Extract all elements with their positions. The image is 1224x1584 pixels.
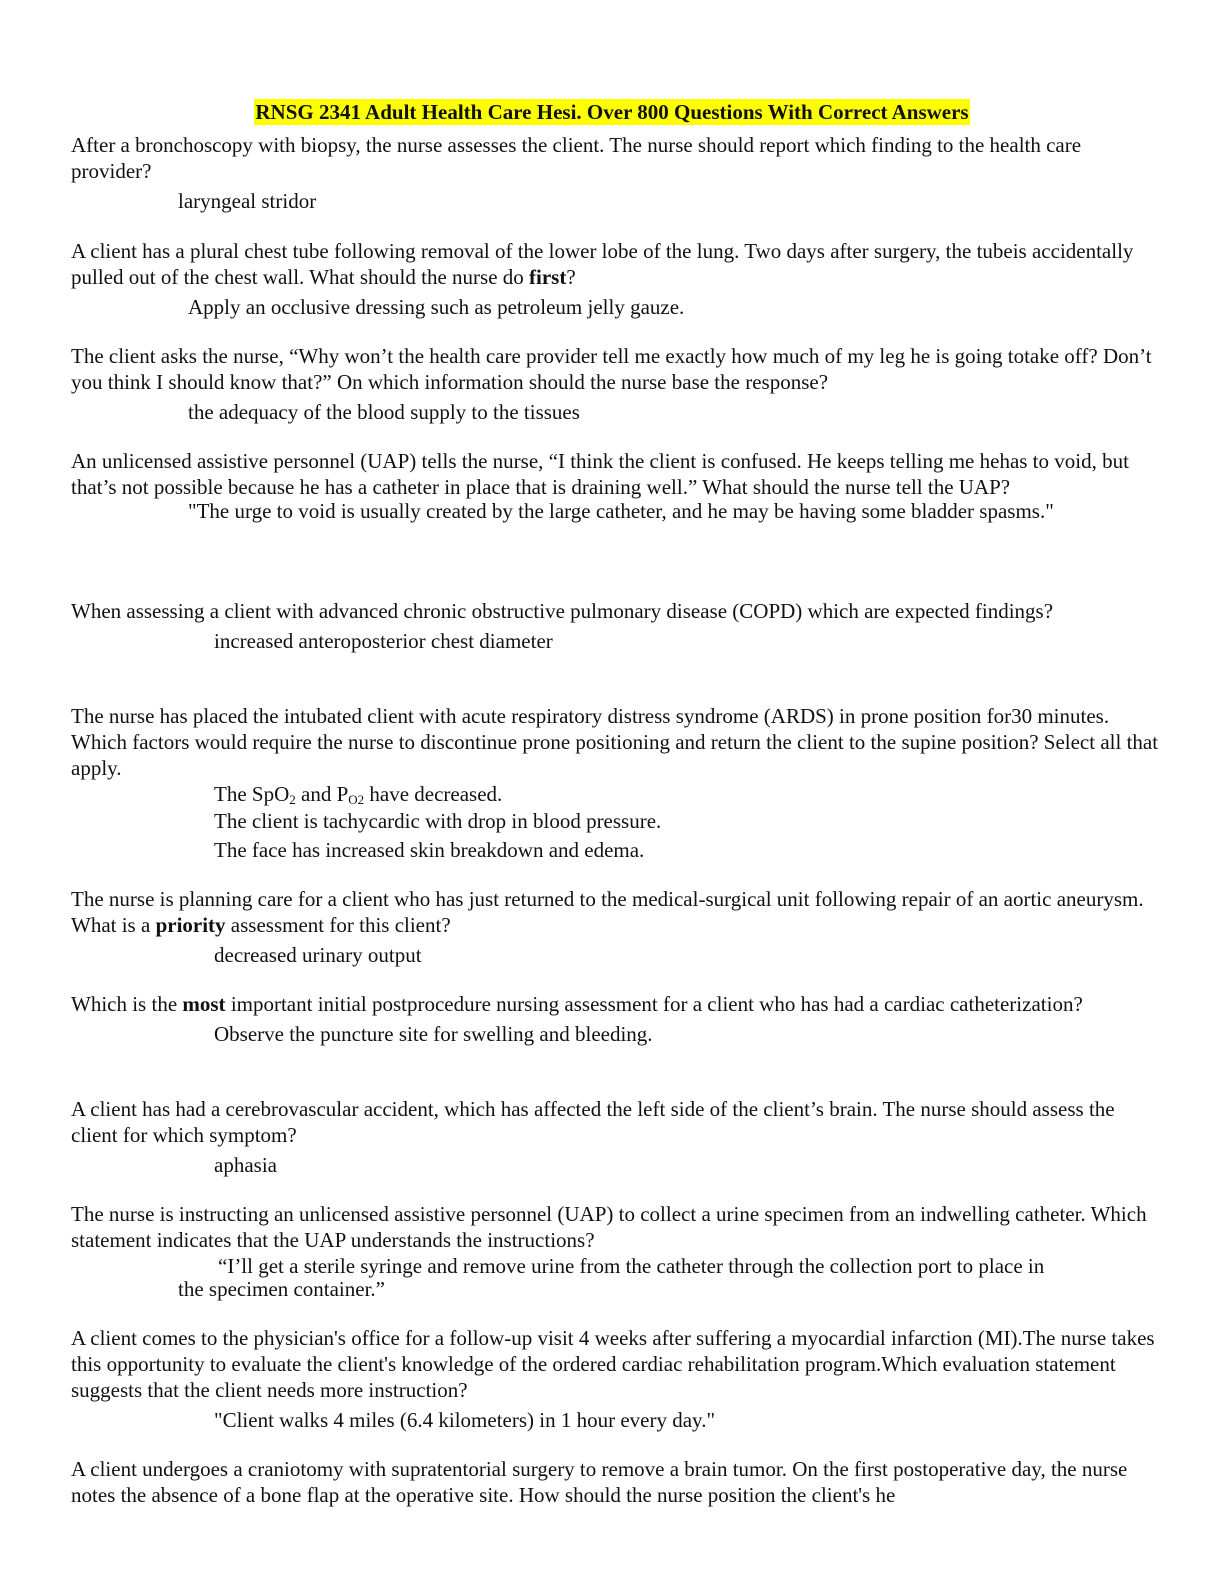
question-text: [71, 991, 1161, 1017]
document-title: RNSG 2341 Adult Health Care Hesi. Over 800 Questions With Correct Answers: [255, 100, 969, 124]
answer-text: Observe the puncture site for swelling and bleeding.: [214, 1022, 653, 1046]
question-text: [71, 886, 1161, 938]
question-block-10: [71, 1201, 1161, 1301]
subscript: O2: [348, 792, 365, 807]
question-text: [71, 238, 1161, 290]
answer-text: "The urge to void is usually created by the large catheter, and he may be having some bladder spasms.": [188, 499, 1054, 523]
question-emphasis: first: [529, 265, 567, 289]
question-text-part: important initial postprocedure nursing assessment for a client who has had a cardiac catheterization?: [225, 992, 1083, 1016]
question-text-part: The nurse is planning care for a client who has just returned to the medical-surgical unit following repair of an aortic aneurysm. What is a: [71, 887, 1144, 937]
question-block-8: [71, 991, 1161, 1047]
question-text-part: A client has a plural chest tube following removal of the lower lobe of the lung. Two days after surgery, the tubeis accidentally pulled out of the chest wall. What should the nurse do: [71, 239, 1134, 289]
question-text-part: ?: [566, 265, 576, 289]
subscript: 2: [289, 792, 296, 807]
answer-text: the specimen container.”: [178, 1277, 385, 1301]
question-text-part: Which is the: [71, 992, 183, 1016]
answer-text: [71, 781, 1161, 807]
answer-text: aphasia: [214, 1153, 277, 1177]
answer-text: the adequacy of the blood supply to the tissues: [188, 400, 580, 424]
question-text: A client has had a cerebrovascular accident, which has affected the left side of the client’s brain. The nurse should assess the client for which symptom?: [71, 1097, 1115, 1147]
question-text: When assessing a client with advanced chronic obstructive pulmonary disease (COPD) which are expected findings?: [71, 599, 1054, 623]
question-text: The nurse is instructing an unlicensed assistive personnel (UAP) to collect a urine specimen from an indwelling catheter. Which statement indicates that the UAP understands the instructions?: [71, 1202, 1147, 1252]
question-block-12: [71, 1456, 1161, 1508]
answer-text-part: and P: [295, 782, 349, 806]
answer-text: laryngeal stridor: [178, 189, 317, 213]
question-block-11: [71, 1325, 1161, 1433]
question-block-7: [71, 886, 1161, 968]
question-text: After a bronchoscopy with biopsy, the nurse assesses the client. The nurse should report which finding to the health care provider?: [71, 133, 1082, 183]
answer-text: Apply an occlusive dressing such as petroleum jelly gauze.: [188, 295, 685, 319]
answer-text-part: The SpO: [214, 782, 290, 806]
question-block-2: [71, 238, 1161, 320]
question-text: The nurse has placed the intubated client with acute respiratory distress syndrome (ARDS) in prone position for30 minutes. Which factors would require the nurse to discontinue prone positioning and return the client to the supine position? Select all that apply.: [71, 704, 1159, 780]
question-block-9: [71, 1096, 1161, 1178]
question-text: A client undergoes a craniotomy with supratentorial surgery to remove a brain tumor. On the first postoperative day, the nurse notes the absence of a bone flap at the operative site. How should the nurse position the client's he: [71, 1457, 1128, 1507]
question-emphasis: most: [182, 992, 226, 1016]
answer-text: increased anteroposterior chest diameter: [214, 629, 553, 653]
question-text-part: assessment for this client?: [225, 913, 451, 937]
question-text: The client asks the nurse, “Why won’t the health care provider tell me exactly how much of my leg he is going totake off? Don’t you think I should know that?” On which information should the nurse base the response?: [71, 344, 1152, 394]
answer-text: "Client walks 4 miles (6.4 kilometers) in 1 hour every day.": [214, 1408, 716, 1432]
question-block-5: [71, 598, 1161, 654]
question-emphasis: priority: [155, 913, 226, 937]
title-container: [0, 99, 1224, 125]
answer-text: The face has increased skin breakdown and edema.: [214, 838, 645, 862]
answer-text: decreased urinary output: [214, 943, 422, 967]
answer-text-part: have decreased.: [364, 782, 503, 806]
question-text: A client comes to the physician's office for a follow-up visit 4 weeks after suffering a myocardial infarction (MI).The nurse takes this opportunity to evaluate the client's knowledge of the ordered cardiac rehabilitation program.Which evaluation statement suggests that the client needs more instruction?: [71, 1326, 1155, 1402]
answer-text: “I’ll get a sterile syringe and remove urine from the catheter through the collection port to place in: [218, 1254, 1045, 1278]
answer-text: The client is tachycardic with drop in blood pressure.: [214, 809, 662, 833]
question-text: An unlicensed assistive personnel (UAP) tells the nurse, “I think the client is confused. He keeps telling me hehas to void, but that’s not possible because he has a catheter in place that is draining well.” What should the nurse tell the UAP?: [71, 449, 1129, 499]
question-block-6: [71, 703, 1161, 863]
question-block-3: [71, 343, 1161, 425]
question-block-1: [71, 132, 1161, 214]
question-block-4: [71, 448, 1161, 523]
